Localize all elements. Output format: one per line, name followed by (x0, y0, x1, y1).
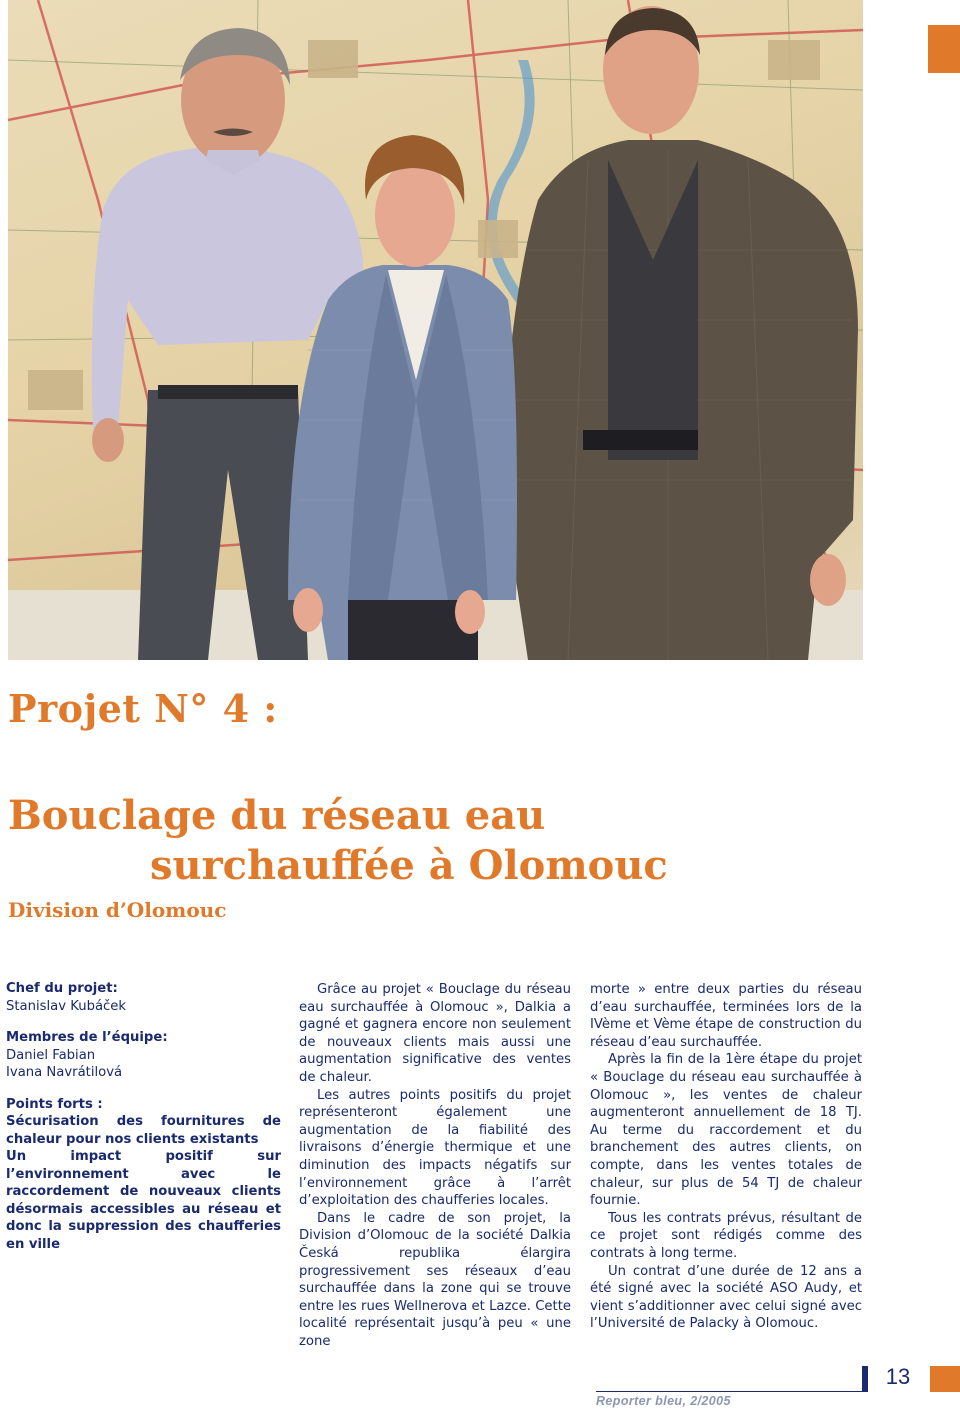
publication-footer: Reporter bleu, 2/2005 (596, 1394, 731, 1408)
page-number: 13 (885, 1364, 911, 1389)
paragraph-3-continued: morte » entre deux parties du réseau d’eau surchauffée, terminées lors de la IVème et Vème étape de construction du réseau d’eau surchauffée. (590, 982, 862, 1050)
membre-2: Ivana Navrátilová (6, 1065, 123, 1080)
project-number-heading: Projet N° 4 : (8, 686, 278, 731)
point-2: Un impact positif sur l’environnement avec le raccordement de nouveaux clients désormais accessibles au réseau et donc la suppression des chaufferies en ville (6, 1149, 281, 1252)
paragraph-1: Grâce au projet « Bouclage du réseau eau surchauffée à Olomouc », Dalkia a gagné et gagnera encore non seulement de nouveaux clients mais aussi une augmentation significative des ventes de chaleur. (299, 982, 571, 1085)
team-photo (8, 0, 863, 660)
main-title-line-1: Bouclage du réseau eau (8, 792, 546, 839)
project-info-sidebar (6, 980, 281, 1253)
chef-label: Chef du projet: (6, 981, 118, 996)
body-column-3 (590, 981, 862, 1333)
paragraph-6: Un contrat d’une durée de 12 ans a été signé avec la société ASO Audy, et vient s’additionner avec celui signé avec l’Université de Palacky à Olomouc. (590, 1263, 862, 1332)
team-photo-illustration (8, 0, 863, 660)
corner-tab-decoration (928, 25, 960, 73)
paragraph-5: Tous les contrats prévus, résultant de ce projet sont rédigés comme des contrats à long terme. (590, 1210, 862, 1261)
body-column-2 (299, 981, 571, 1350)
membre-1: Daniel Fabian (6, 1047, 96, 1063)
paragraph-3: Dans le cadre de son projet, la Division d’Olomouc de la société Dalkia Česká republika élargira progressivement ses réseaux d’eau surchauffée dans la zone qui se trouve entre les rues Wellnerova et Lazce. Cette localité représentait jusqu’à peu « une zone (299, 1210, 571, 1349)
page-number-accent (930, 1366, 960, 1392)
division-subtitle: Division d’Olomouc (8, 898, 227, 922)
points-label: Points forts : (6, 1096, 103, 1112)
chef-name: Stanislav Kubáček (6, 998, 127, 1014)
point-1: Sécurisation des fournitures de chaleur pour nos clients existants (6, 1114, 281, 1147)
main-title-line-2: surchauffée à Olomouc (150, 842, 668, 889)
paragraph-4: Après la fin de la 1ère étape du projet « Bouclage du réseau eau surchauffée à Olomouc », les ventes de chaleur augmenteront annuellement de 18 TJ. Au terme du raccordement et du branchement des autres clients, on compte, dans les ventes totales de chaleur, sur plus de 54 TJ de chaleur fournie. (590, 1052, 862, 1209)
membres-label: Membres de l’équipe: (6, 1030, 168, 1045)
paragraph-2: Les autres points positifs du projet représenteront également une augmentation de la fiabilité des livraisons d’énergie thermique et une diminution des impacts négatifs sur l’environnement grâce à l’arrêt d’exploitation des chaufferies locales. (299, 1087, 571, 1209)
